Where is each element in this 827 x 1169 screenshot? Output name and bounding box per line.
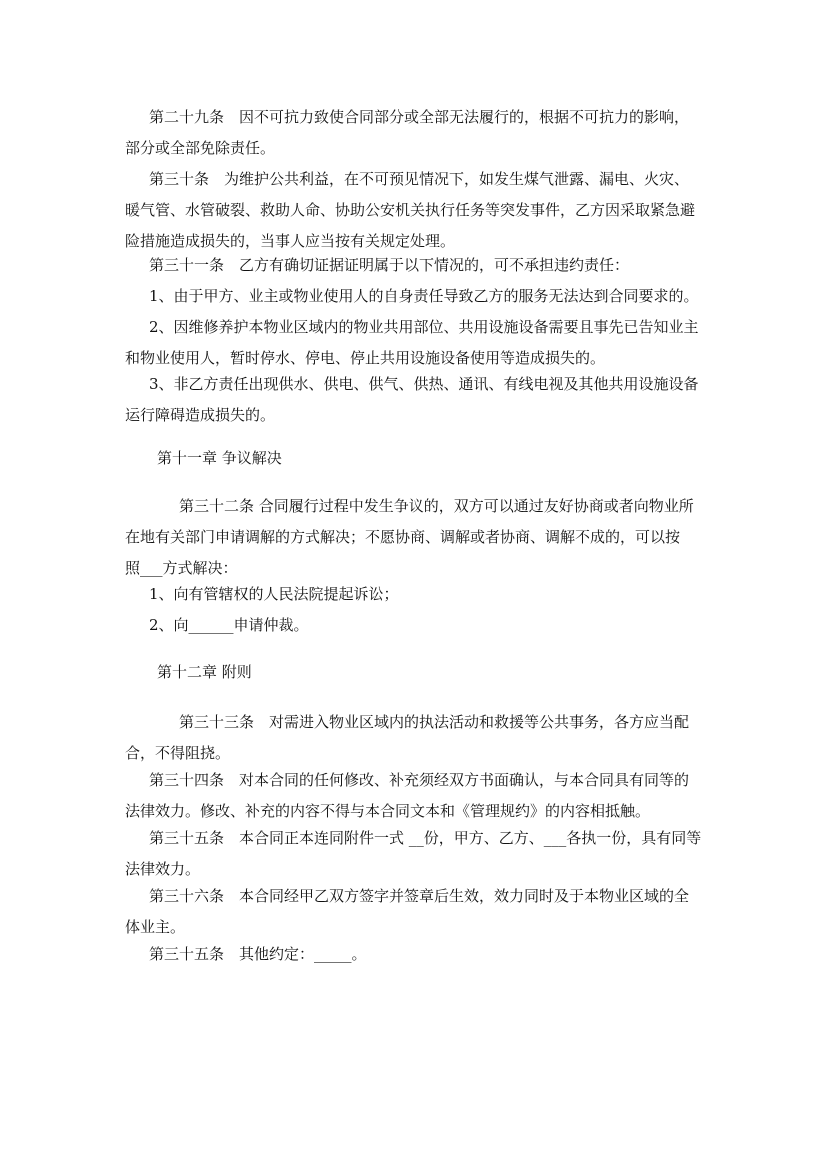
article-31-line-1: 第三十一条 乙方有确切证据证明属于以下情况的，可不承担违约责任：	[149, 256, 630, 274]
article-35-other-agreements	[125, 939, 705, 970]
article-35-line-1: 第三十五条 本合同正本连同附件一式 __份，甲方、乙方、___各执一份，具有同等	[149, 829, 702, 847]
article-30-line-2: 暖气管、水管破裂、救助人命、协助公安机关执行任务等突发事件，乙方因采取紧急避	[125, 201, 696, 219]
chapter-12-heading: 第十二章 附则	[157, 663, 252, 681]
article-36-line-1: 第三十六条 本合同经甲乙双方签字并签章后生效，效力同时及于本物业区域的全	[149, 887, 690, 905]
chapter-11-heading: 第十一章 争议解决	[157, 449, 282, 467]
article-29-line-2: 部分或全部免除责任。	[125, 139, 276, 157]
article-36	[125, 881, 705, 943]
article-32-item-2	[125, 610, 705, 641]
article-35-other-agreements-line-1: 第三十五条 其他约定：_____。	[149, 945, 367, 963]
article-33	[125, 707, 705, 769]
article-31-item-1	[125, 281, 705, 312]
article-31-item-3-line-2: 运行障碍造成损失的。	[125, 406, 276, 424]
article-29	[125, 102, 705, 164]
article-33-line-1: 第三十三条 对需进入物业区域内的执法活动和救援等公共事务，各方应当配	[149, 713, 690, 731]
article-32-item-1	[125, 579, 705, 610]
article-32-item-2-line-1: 2、向______申请仲裁。	[149, 616, 309, 634]
article-35	[125, 823, 705, 885]
article-33-line-2: 合，不得阻挠。	[125, 744, 231, 762]
article-34	[125, 765, 705, 827]
article-31	[125, 250, 705, 281]
article-31-item-3	[125, 369, 705, 431]
article-31-item-2	[125, 312, 705, 374]
article-31-item-3-line-1: 3、非乙方责任出现供水、供电、供气、供热、通讯、有线电视及其他共用设施设备	[149, 375, 699, 393]
article-30-line-3: 险措施造成损失的，当事人应当按有关规定处理。	[125, 232, 456, 250]
article-31-item-2-line-2: 和物业使用人，暂时停水、停电、停止共用设施设备使用等造成损失的。	[125, 349, 606, 367]
article-32-line-1: 第三十二条 合同履行过程中发生争议的，双方可以通过友好协商或者向物业所	[149, 497, 694, 515]
article-30-line-1: 第三十条 为维护公共利益，在不可预见情况下，如发生煤气泄露、漏电、火灾、	[149, 170, 690, 188]
article-34-line-1: 第三十四条 对本合同的任何修改、补充须经双方书面确认，与本合同具有同等的	[149, 771, 690, 789]
article-34-line-2: 法律效力。修改、补充的内容不得与本合同文本和《管理规约》的内容相抵触。	[125, 802, 651, 820]
article-32-line-3: 照___方式解决：	[125, 559, 238, 577]
article-32	[125, 491, 705, 584]
article-35-line-2: 法律效力。	[125, 860, 201, 878]
article-32-line-2: 在地有关部门申请调解的方式解决；不愿协商、调解或者协商、调解不成的，可以按	[125, 528, 681, 546]
article-31-item-1-line-1: 1、由于甲方、业主或物业使用人的自身责任导致乙方的服务无法达到合同要求的。	[149, 287, 699, 305]
article-30	[125, 164, 705, 257]
article-32-item-1-line-1: 1、向有管辖权的人民法院提起诉讼；	[149, 585, 399, 603]
article-29-line-1: 第二十九条 因不可抗力致使合同部分或全部无法履行的，根据不可抗力的影响，	[149, 108, 690, 126]
article-31-item-2-line-1: 2、因维修养护本物业区域内的物业共用部位、共用设施设备需要且事先已告知业主	[149, 318, 699, 336]
article-36-line-2: 体业主。	[125, 918, 186, 936]
